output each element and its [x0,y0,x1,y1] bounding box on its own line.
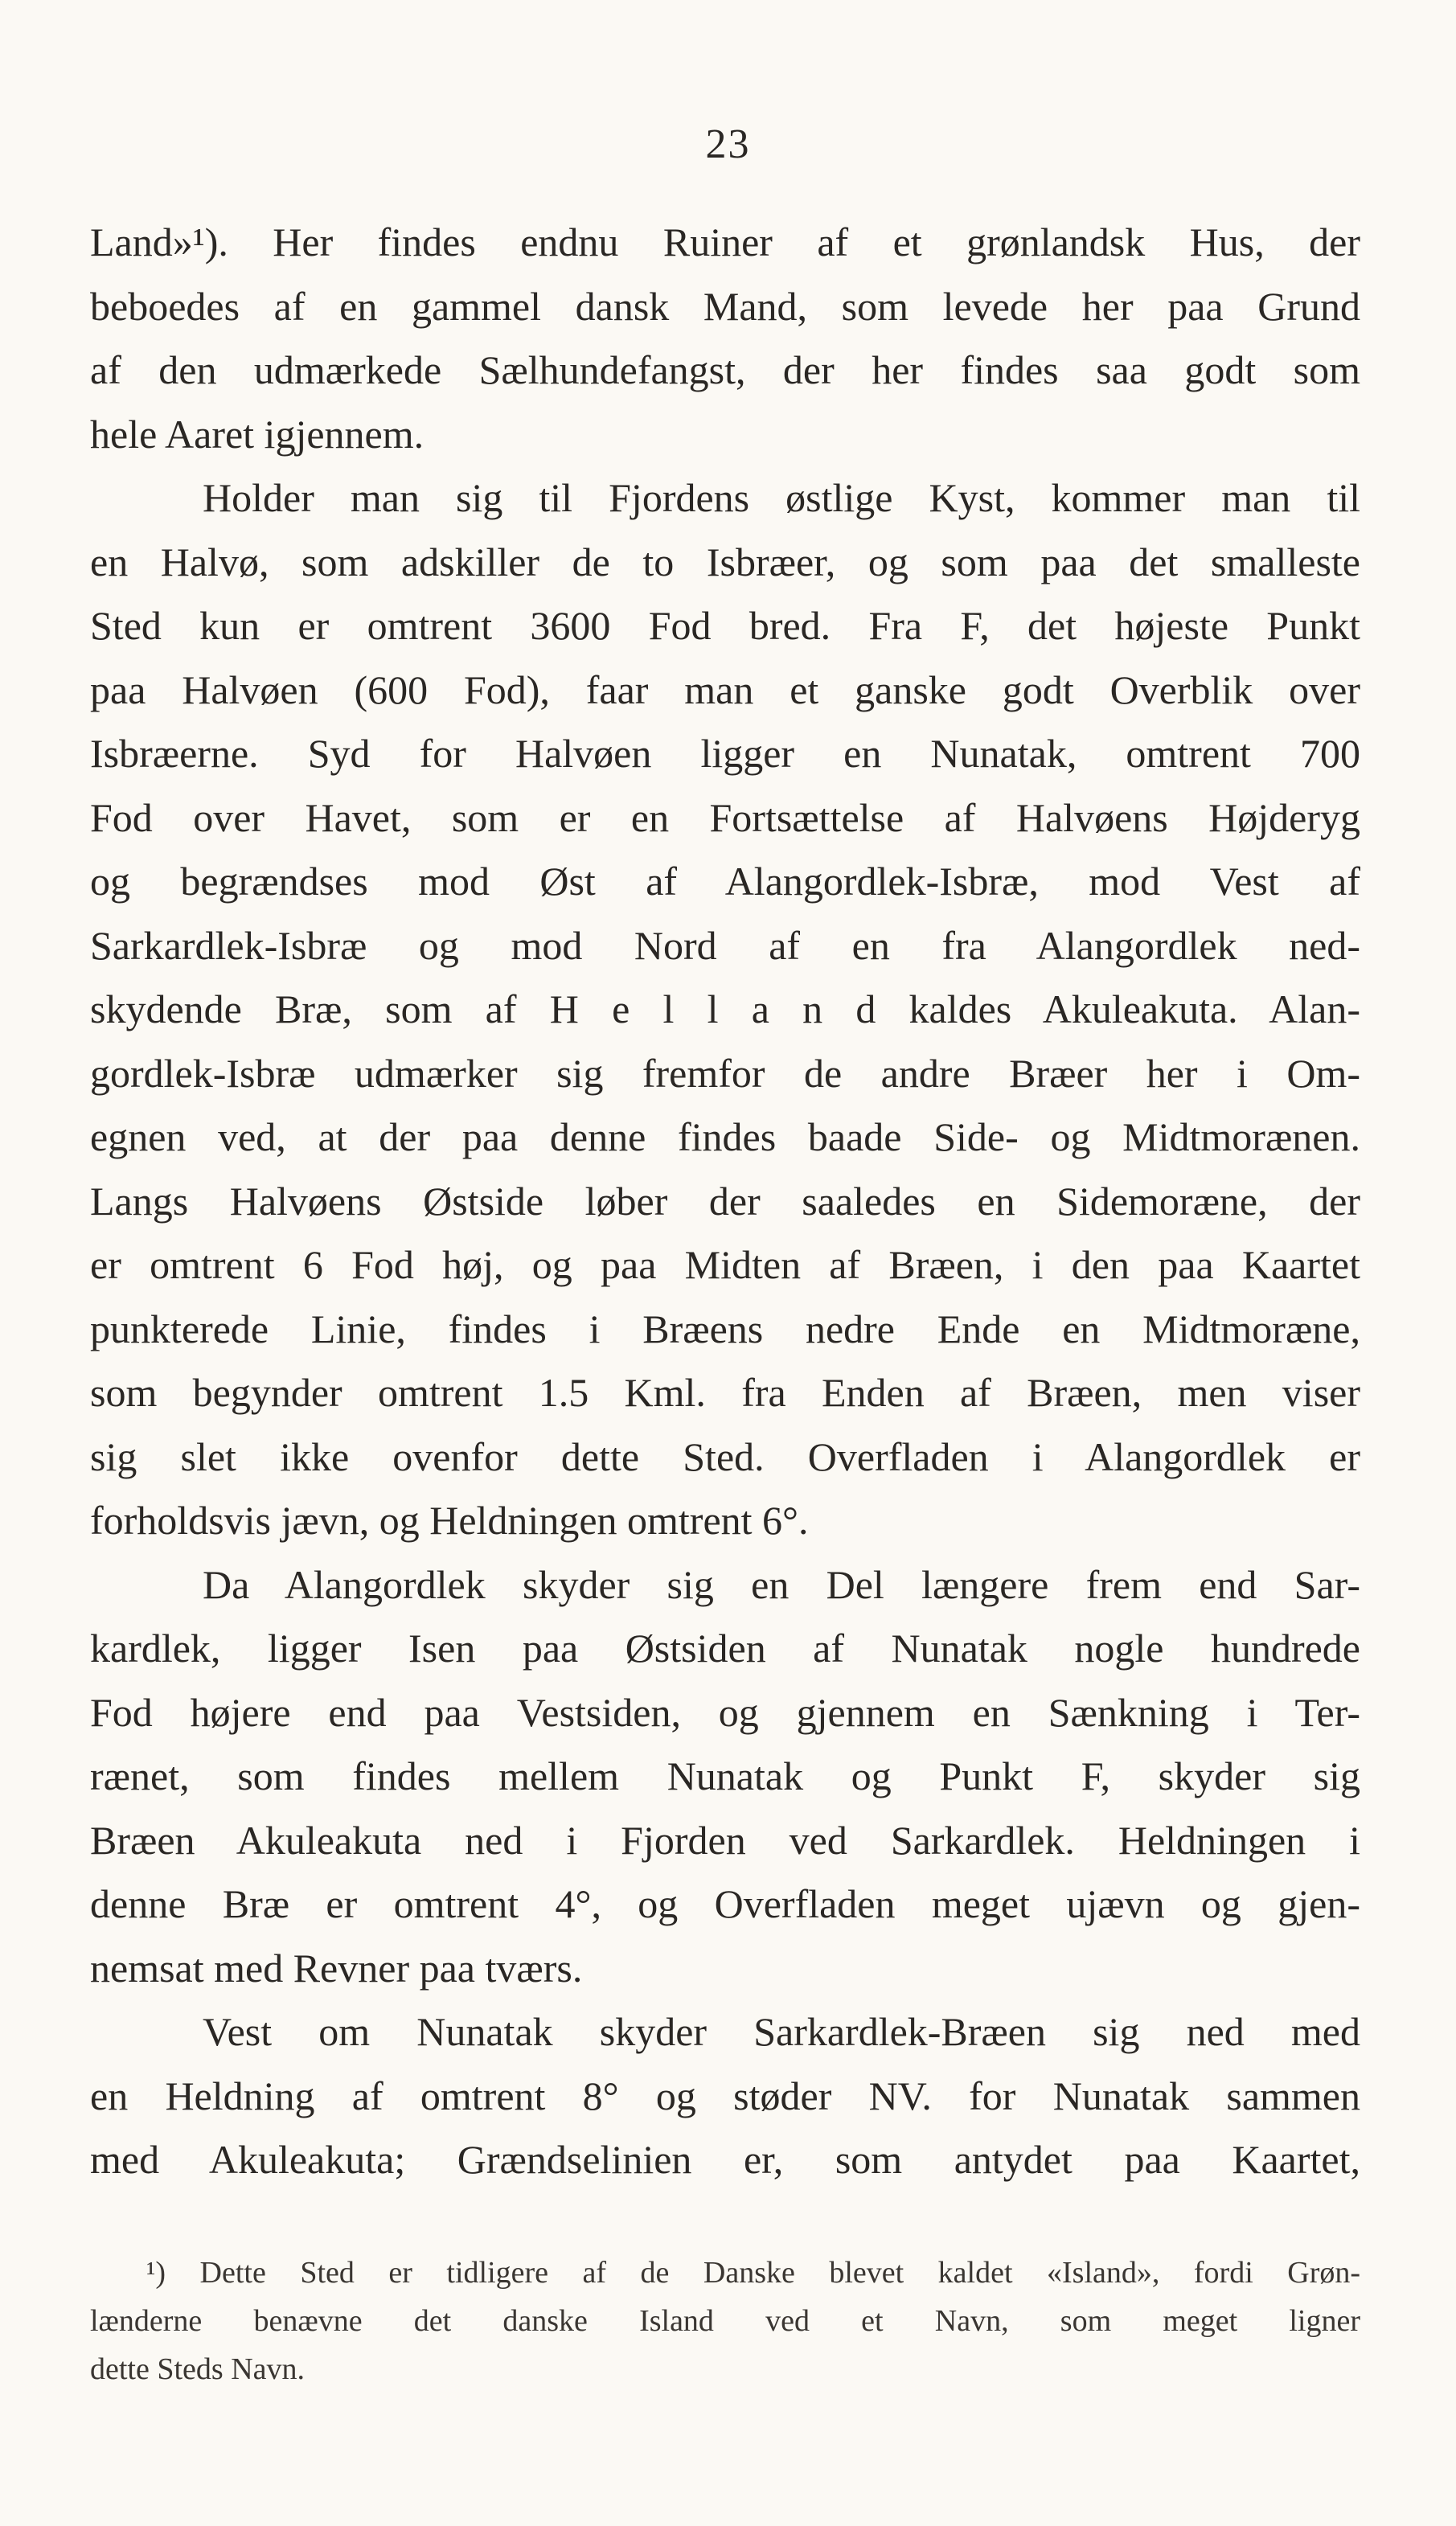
text-line: af den udmærkede Sælhundefangst, der her findes saa godt som [90,347,1360,392]
text-line: nemsat med Revner paa tværs. [90,1945,583,1991]
text-line: Langs Halvøens Østside løber der saaledes en Sidemoræne, der [90,1178,1360,1224]
footnote-line: ¹) Dette Sted er tidligere af de Danske blevet kaldet «Island», fordi Grøn- [146,2256,1360,2290]
text-line: Holder man sig til Fjordens østlige Kyst, kommer man til [203,475,1360,520]
text-line: gordlek-Isbræ udmærker sig fremfor de andre Bræer her i Om- [90,1050,1360,1096]
text-line: Bræen Akuleakuta ned i Fjorden ved Sarkardlek. Heldningen i [90,1817,1360,1863]
text-line: en Heldning af omtrent 8° og støder NV. for Nunatak sammen [90,2073,1360,2118]
text-line: denne Bræ er omtrent 4°, og Overfladen meget ujævn og gjen- [90,1881,1360,1926]
text-line: og begrændses mod Øst af Alangordlek-Isbræ, mod Vest af [90,859,1360,904]
text-line: med Akuleakuta; Grændselinien er, som antydet paa Kaartet, [90,2137,1360,2182]
text-line: beboedes af en gammel dansk Mand, som levede her paa Grund [90,283,1360,329]
text-line: Land»¹). Her findes endnu Ruiner af et grønlandsk Hus, der [90,219,1360,264]
text-line: er omtrent 6 Fod høj, og paa Midten af Bræen, i den paa Kaartet [90,1242,1360,1287]
text-line: punkterede Linie, findes i Bræens nedre Ende en Midtmoræne, [90,1306,1360,1351]
text-line: hele Aaret igjennem. [90,411,424,457]
text-line: Sted kun er omtrent 3600 Fod bred. Fra F, det højeste Punkt [90,603,1360,648]
text-line: Sarkardlek-Isbræ og mod Nord af en fra Alangordlek ned- [90,922,1360,968]
text-line: forholdsvis jævn, og Heldningen omtrent 6°. [90,1498,809,1543]
footnote-line: dette Steds Navn. [90,2352,306,2386]
text-line: Vest om Nunatak skyder Sarkardlek-Bræen sig ned med [203,2009,1360,2054]
text-line: Da Alangordlek skyder sig en Del længere frem end Sar- [203,1561,1360,1607]
text-line: paa Halvøen (600 Fod), faar man et ganske godt Overblik over [90,666,1360,712]
text-line: rænet, som findes mellem Nunatak og Punkt F, skyder sig [90,1753,1360,1798]
footnote [90,2249,1360,2393]
text-line: Fod over Havet, som er en Fortsættelse af Halvøens Højderyg [90,794,1360,840]
text-line: som begynder omtrent 1.5 Kml. fra Enden af Bræen, men viser [90,1370,1360,1415]
footnote-line: lænderne benævne det danske Island ved et Navn, som meget ligner [90,2304,1360,2338]
text-line: en Halvø, som adskiller de to Isbræer, og som paa det smalleste [90,539,1360,584]
text-line: Fod højere end paa Vestsiden, og gjennem en Sænkning i Ter- [90,1689,1360,1735]
text-line: Isbræerne. Syd for Halvøen ligger en Nunatak, omtrent 700 [90,731,1360,776]
text-line: sig slet ikke ovenfor dette Sted. Overfladen i Alangordlek er [90,1433,1360,1479]
page-number: 23 [705,121,751,167]
text-line: kardlek, ligger Isen paa Østsiden af Nunatak nogle hundrede [90,1626,1360,1671]
body-text [90,211,1360,2192]
text-line: egnen ved, at der paa denne findes baade Side- og Midtmorænen. [90,1114,1360,1159]
text-line: skydende Bræ, som af H e l l a n d kaldes Akuleakuta. Alan- [90,986,1360,1031]
